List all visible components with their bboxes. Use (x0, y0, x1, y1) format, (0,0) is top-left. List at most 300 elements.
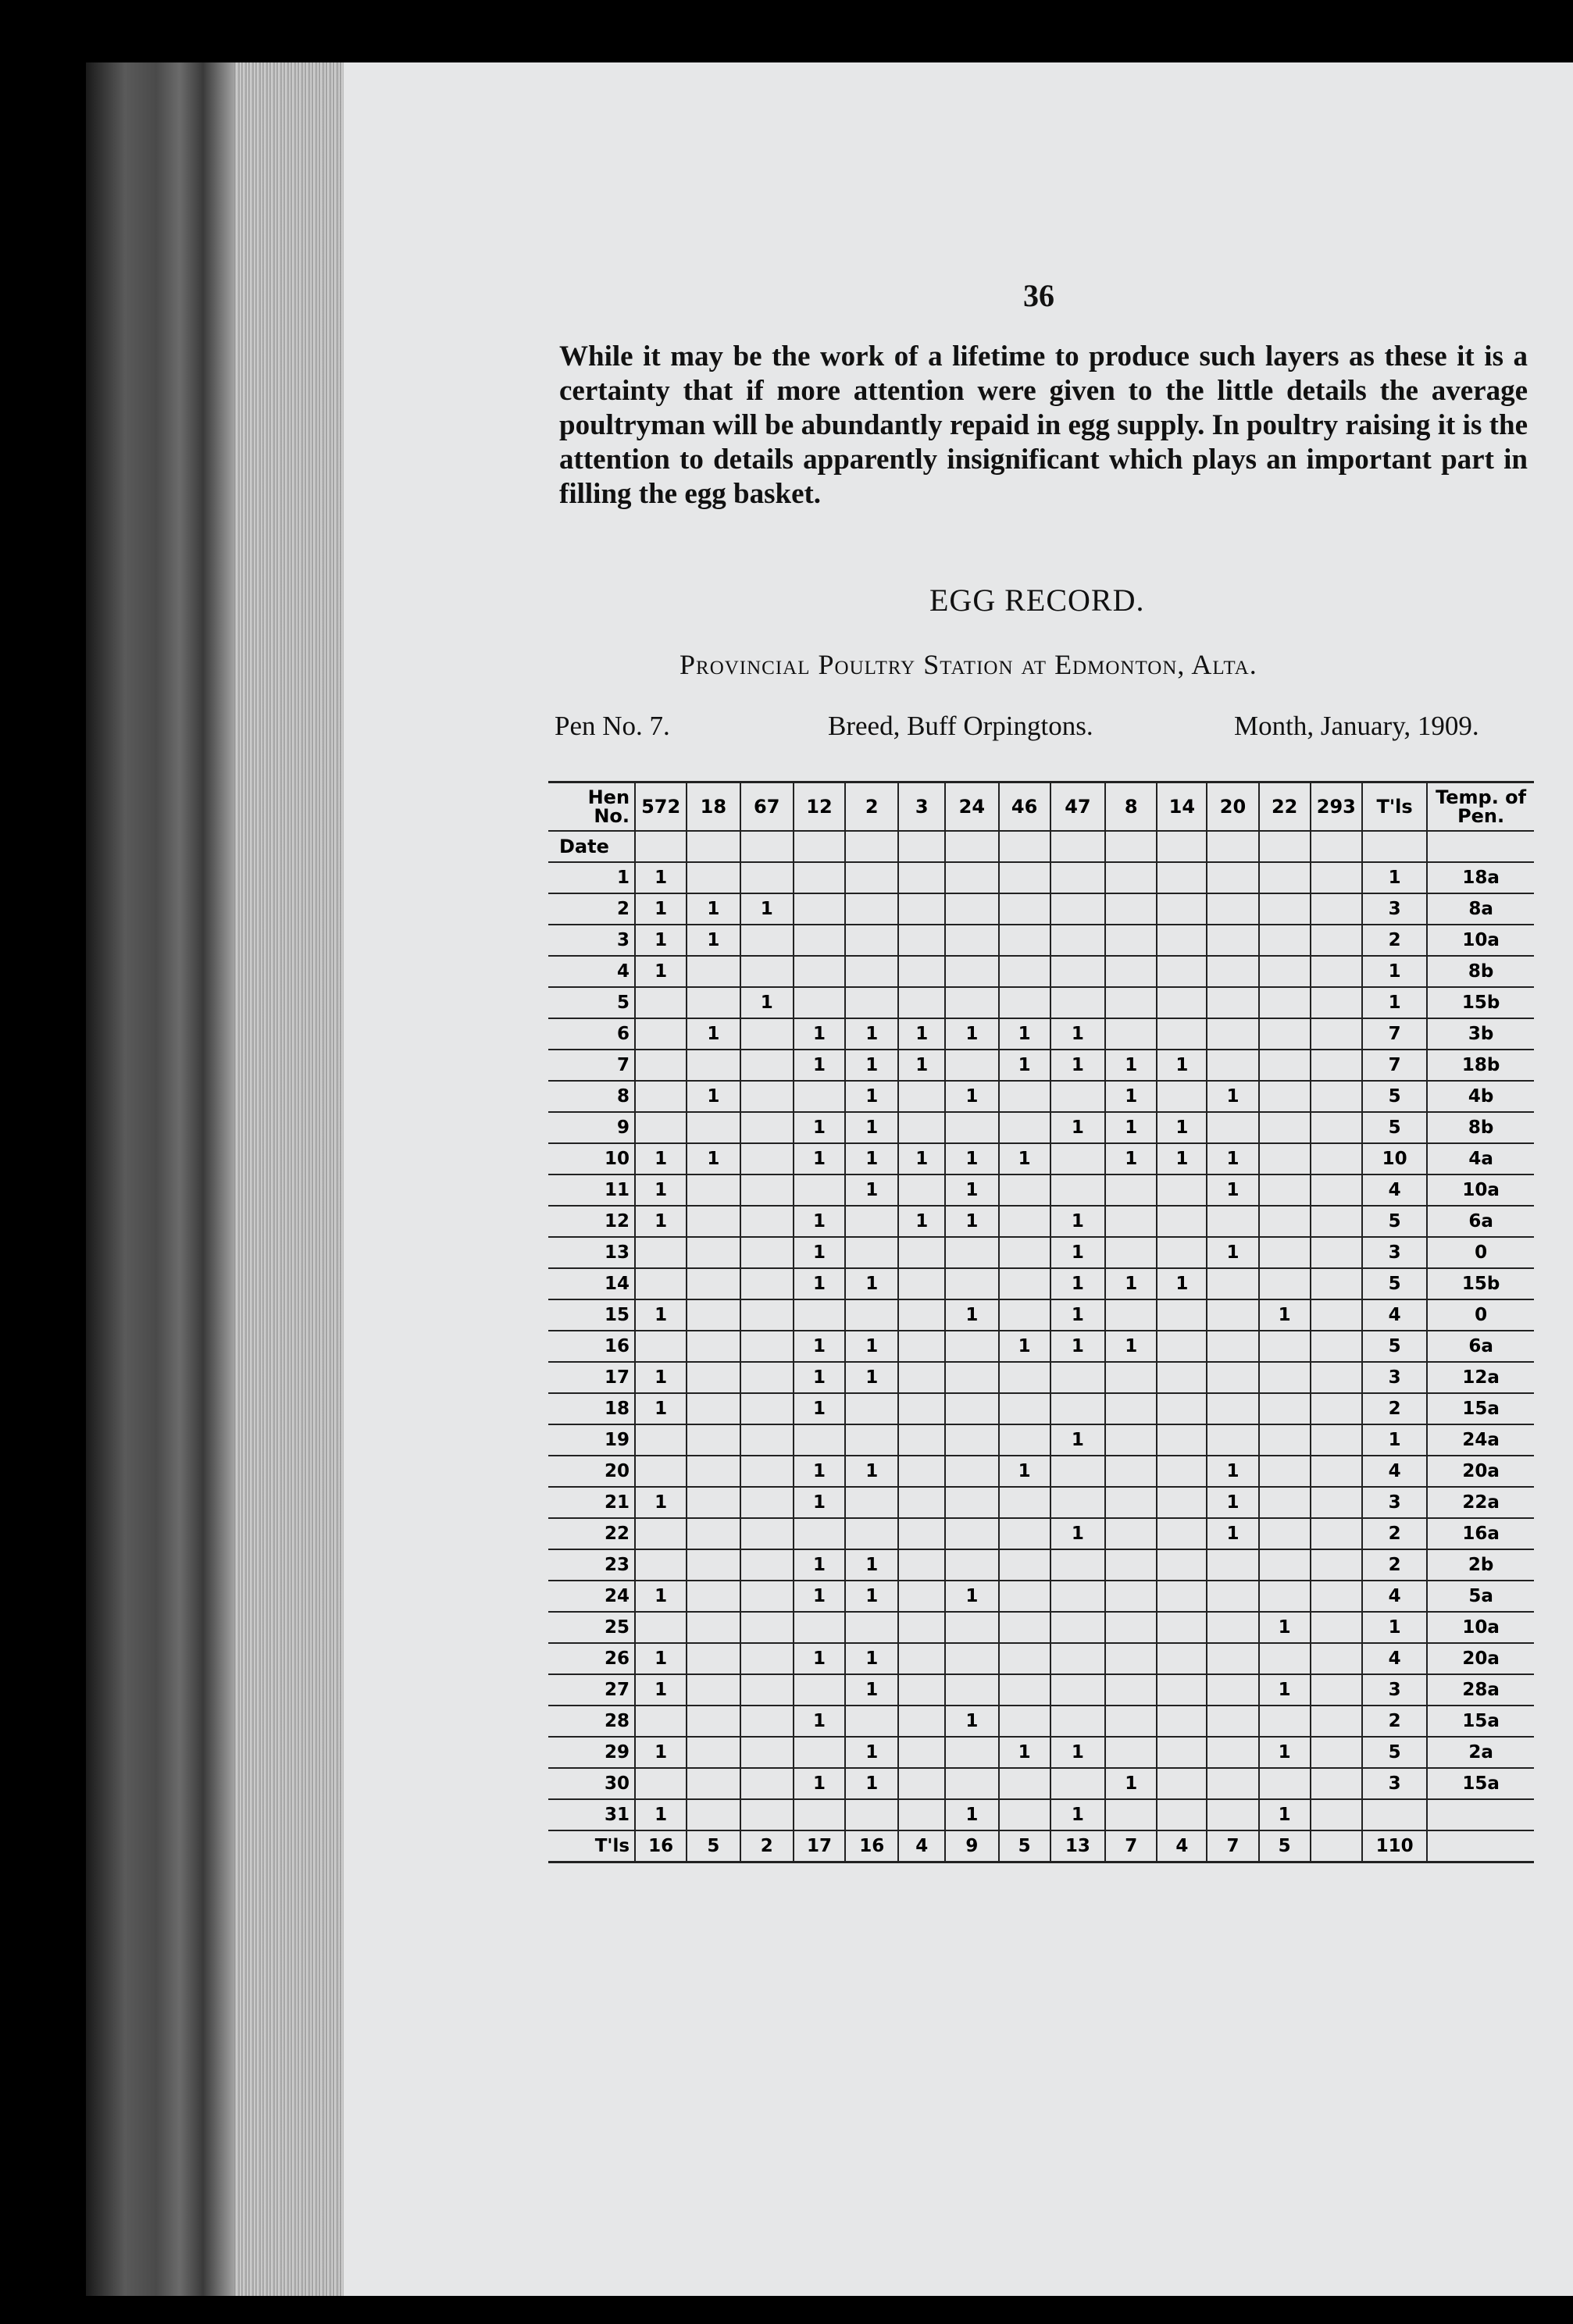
hen-col-header: 8 (1105, 782, 1157, 832)
egg-cell (687, 1424, 740, 1456)
egg-cell (1050, 1362, 1105, 1393)
egg-cell (794, 1674, 845, 1706)
egg-cell (1259, 1581, 1311, 1612)
day-total-cell: 3 (1362, 1768, 1427, 1799)
egg-cell: 1 (740, 893, 794, 925)
egg-cell: 1 (1050, 1799, 1105, 1830)
egg-cell (1207, 1206, 1258, 1237)
egg-cell (1050, 1487, 1105, 1518)
temp-cell: 8b (1427, 1112, 1534, 1143)
egg-cell (1105, 1799, 1157, 1830)
egg-cell (1207, 956, 1258, 987)
day-total-cell: 2 (1362, 1549, 1427, 1581)
hen-no-header: Hen No. (548, 782, 635, 832)
egg-cell: 1 (635, 1799, 687, 1830)
egg-cell (1157, 1331, 1207, 1362)
egg-cell (740, 1674, 794, 1706)
temp-cell: 20a (1427, 1456, 1534, 1487)
egg-cell: 1 (687, 893, 740, 925)
egg-cell (1207, 862, 1258, 893)
table-row (548, 893, 1534, 925)
egg-cell (687, 1768, 740, 1799)
egg-cell (1157, 1581, 1207, 1612)
egg-cell: 1 (1259, 1299, 1311, 1331)
egg-cell (1311, 1799, 1362, 1830)
egg-cell: 1 (1050, 1268, 1105, 1299)
egg-cell: 1 (635, 1393, 687, 1424)
egg-record-table (548, 781, 1534, 1863)
egg-cell: 1 (945, 1799, 998, 1830)
hen-col-header: 572 (635, 782, 687, 832)
table-row (548, 1362, 1534, 1393)
egg-cell (1207, 1362, 1258, 1393)
hen-total-cell: 4 (1157, 1830, 1207, 1862)
breed: Breed, Buff Orpingtons. (828, 711, 1093, 741)
egg-cell (999, 1393, 1050, 1424)
egg-cell (945, 1768, 998, 1799)
hen-total-cell: 13 (1050, 1830, 1105, 1862)
egg-cell: 1 (1157, 1143, 1207, 1174)
egg-cell (1259, 1143, 1311, 1174)
egg-cell (898, 1518, 945, 1549)
temp-cell: 12a (1427, 1362, 1534, 1393)
egg-cell (740, 862, 794, 893)
day-total-cell: 2 (1362, 1393, 1427, 1424)
egg-cell (1207, 1549, 1258, 1581)
egg-cell (1311, 1362, 1362, 1393)
egg-cell (1207, 987, 1258, 1018)
hen-total-cell: 4 (898, 1830, 945, 1862)
day-total-cell: 5 (1362, 1737, 1427, 1768)
egg-cell (898, 1799, 945, 1830)
intro-paragraph: While it may be the work of a lifetime to produce such layers as these it is a certainty that if more attention were given to the little details the average poultryman will be abundantly repaid in egg supply. In poultry raising it is the attention to details apparently insignificant which plays an important part in filling the egg basket. (559, 340, 1528, 510)
egg-cell (635, 1237, 687, 1268)
egg-cell (945, 956, 998, 987)
date-cell: 8 (548, 1081, 635, 1112)
egg-cell: 1 (794, 1206, 845, 1237)
table-row (548, 987, 1534, 1018)
day-total-cell: 5 (1362, 1331, 1427, 1362)
hen-total-cell: 7 (1207, 1830, 1258, 1862)
egg-cell: 1 (794, 1456, 845, 1487)
egg-cell: 1 (1259, 1674, 1311, 1706)
egg-cell (687, 1799, 740, 1830)
egg-cell (1105, 1393, 1157, 1424)
egg-cell (845, 1206, 898, 1237)
egg-cell (1157, 1487, 1207, 1518)
egg-cell (1311, 1706, 1362, 1737)
egg-cell (1207, 1424, 1258, 1456)
temp-cell: 22a (1427, 1487, 1534, 1518)
egg-cell (1259, 1424, 1311, 1456)
hen-total-cell: 2 (740, 1830, 794, 1862)
egg-cell (999, 862, 1050, 893)
temp-cell: 8b (1427, 956, 1534, 987)
egg-cell: 1 (898, 1018, 945, 1050)
egg-cell (999, 1706, 1050, 1737)
egg-cell (898, 1268, 945, 1299)
egg-cell (898, 1487, 945, 1518)
egg-cell (635, 1612, 687, 1643)
egg-cell (687, 1518, 740, 1549)
egg-cell (845, 1393, 898, 1424)
day-total-cell: 2 (1362, 1706, 1427, 1737)
date-cell: 22 (548, 1518, 635, 1549)
egg-cell (740, 1331, 794, 1362)
egg-cell (1259, 1487, 1311, 1518)
table-row (548, 1268, 1534, 1299)
day-total-cell: 4 (1362, 1299, 1427, 1331)
egg-cell (794, 1424, 845, 1456)
egg-cell (945, 987, 998, 1018)
egg-cell (1207, 893, 1258, 925)
egg-cell (945, 1674, 998, 1706)
hen-header-row (548, 782, 1534, 832)
egg-cell: 1 (794, 1706, 845, 1737)
egg-cell (740, 1268, 794, 1299)
egg-cell (1311, 1143, 1362, 1174)
egg-cell (999, 1362, 1050, 1393)
egg-cell: 1 (687, 925, 740, 956)
egg-cell: 1 (845, 1456, 898, 1487)
egg-cell (1207, 1612, 1258, 1643)
egg-cell (740, 1206, 794, 1237)
egg-cell: 1 (635, 1362, 687, 1393)
day-total-cell: 1 (1362, 862, 1427, 893)
egg-cell (999, 1206, 1050, 1237)
egg-cell (1105, 1581, 1157, 1612)
date-cell: 30 (548, 1768, 635, 1799)
egg-cell: 1 (1207, 1518, 1258, 1549)
egg-cell (1207, 1706, 1258, 1737)
day-total-cell: 5 (1362, 1268, 1427, 1299)
egg-cell (740, 1487, 794, 1518)
egg-cell (898, 1424, 945, 1456)
egg-cell (1259, 1268, 1311, 1299)
egg-cell: 1 (1207, 1081, 1258, 1112)
egg-cell (794, 1799, 845, 1830)
egg-cell (898, 1081, 945, 1112)
temp-cell: 0 (1427, 1237, 1534, 1268)
egg-cell (1157, 1018, 1207, 1050)
egg-cell (1105, 1674, 1157, 1706)
day-total-cell: 3 (1362, 1674, 1427, 1706)
egg-cell (687, 1237, 740, 1268)
egg-cell: 1 (635, 1674, 687, 1706)
hen-total-cell: 5 (999, 1830, 1050, 1862)
date-cell: 11 (548, 1174, 635, 1206)
hen-total-cell: 16 (635, 1830, 687, 1862)
egg-cell (1259, 1206, 1311, 1237)
egg-cell (1311, 1081, 1362, 1112)
egg-cell: 1 (1050, 1237, 1105, 1268)
egg-cell (845, 1487, 898, 1518)
egg-cell (999, 1799, 1050, 1830)
egg-cell: 1 (635, 1143, 687, 1174)
egg-cell: 1 (687, 1018, 740, 1050)
egg-cell (1259, 1549, 1311, 1581)
egg-cell (635, 1018, 687, 1050)
totals-row (548, 1830, 1534, 1862)
egg-cell: 1 (845, 1674, 898, 1706)
egg-cell (1311, 1612, 1362, 1643)
egg-cell (740, 1050, 794, 1081)
egg-cell: 1 (794, 1362, 845, 1393)
egg-cell: 1 (635, 925, 687, 956)
table-row (548, 1331, 1534, 1362)
date-cell: 12 (548, 1206, 635, 1237)
temp-cell: 2b (1427, 1549, 1534, 1581)
egg-cell (1259, 1050, 1311, 1081)
table-row (548, 1424, 1534, 1456)
date-cell: 17 (548, 1362, 635, 1393)
egg-cell: 1 (845, 1549, 898, 1581)
egg-cell (1157, 987, 1207, 1018)
egg-cell (1207, 1331, 1258, 1362)
egg-cell (1207, 1643, 1258, 1674)
egg-cell (1105, 1424, 1157, 1456)
egg-cell (1157, 1612, 1207, 1643)
egg-cell (1157, 1549, 1207, 1581)
egg-cell: 1 (945, 1081, 998, 1112)
egg-cell: 1 (794, 1050, 845, 1081)
egg-cell (794, 1737, 845, 1768)
day-total-cell: 4 (1362, 1581, 1427, 1612)
egg-cell (898, 862, 945, 893)
egg-cell (1259, 1706, 1311, 1737)
egg-cell (898, 1706, 945, 1737)
totals-label: T'ls (548, 1830, 635, 1862)
month: Month, January, 1909. (1234, 711, 1479, 741)
egg-cell: 1 (845, 1081, 898, 1112)
egg-cell: 1 (635, 893, 687, 925)
table-row (548, 1174, 1534, 1206)
egg-cell: 1 (999, 1331, 1050, 1362)
book-spine (86, 62, 242, 2296)
egg-cell (1050, 1612, 1105, 1643)
egg-cell (1259, 1643, 1311, 1674)
egg-cell: 1 (1105, 1768, 1157, 1799)
egg-cell: 1 (1157, 1268, 1207, 1299)
egg-cell (1311, 1581, 1362, 1612)
egg-cell (898, 1549, 945, 1581)
egg-cell (999, 987, 1050, 1018)
temp-cell: 15b (1427, 987, 1534, 1018)
egg-cell (740, 1768, 794, 1799)
egg-cell (1311, 1768, 1362, 1799)
egg-cell (794, 987, 845, 1018)
egg-cell (635, 1549, 687, 1581)
date-cell: 6 (548, 1018, 635, 1050)
egg-cell (1207, 1050, 1258, 1081)
hen-col-header: 14 (1157, 782, 1207, 832)
table-row (548, 1612, 1534, 1643)
day-total-cell: 3 (1362, 1237, 1427, 1268)
table-row (548, 1643, 1534, 1674)
hen-col-header: 20 (1207, 782, 1258, 832)
egg-cell (635, 1706, 687, 1737)
egg-cell (740, 1581, 794, 1612)
egg-cell (1207, 1737, 1258, 1768)
egg-cell: 1 (635, 862, 687, 893)
egg-cell: 1 (845, 1768, 898, 1799)
egg-cell (1105, 862, 1157, 893)
egg-cell (1105, 893, 1157, 925)
egg-cell: 1 (794, 1581, 845, 1612)
egg-cell (1105, 1456, 1157, 1487)
egg-cell (794, 1299, 845, 1331)
egg-cell (740, 925, 794, 956)
egg-cell: 1 (845, 1331, 898, 1362)
table-row (548, 1393, 1534, 1424)
egg-cell: 1 (1157, 1050, 1207, 1081)
egg-cell (1157, 1674, 1207, 1706)
egg-cell (1105, 956, 1157, 987)
egg-cell (687, 1206, 740, 1237)
table-row (548, 1487, 1534, 1518)
egg-cell (1207, 1268, 1258, 1299)
date-cell: 28 (548, 1706, 635, 1737)
egg-cell (687, 1331, 740, 1362)
egg-cell (740, 1299, 794, 1331)
egg-cell (1311, 1299, 1362, 1331)
egg-cell: 1 (945, 1706, 998, 1737)
table-row (548, 1206, 1534, 1237)
egg-cell (945, 862, 998, 893)
egg-cell (1311, 1737, 1362, 1768)
egg-cell: 1 (1259, 1612, 1311, 1643)
egg-cell (945, 1456, 998, 1487)
egg-cell (635, 1768, 687, 1799)
egg-cell (1311, 1268, 1362, 1299)
day-total-cell: 3 (1362, 1362, 1427, 1393)
hen-col-header: 67 (740, 782, 794, 832)
egg-cell (999, 1643, 1050, 1674)
egg-cell (1157, 925, 1207, 956)
day-total-cell: 3 (1362, 1487, 1427, 1518)
egg-cell (740, 956, 794, 987)
egg-cell (999, 1237, 1050, 1268)
egg-cell: 1 (999, 1456, 1050, 1487)
egg-cell (1311, 1549, 1362, 1581)
egg-cell: 1 (1207, 1174, 1258, 1206)
egg-cell (635, 1268, 687, 1299)
egg-cell (999, 1674, 1050, 1706)
egg-cell (1105, 1299, 1157, 1331)
temp-cell: 28a (1427, 1674, 1534, 1706)
egg-cell (1259, 1174, 1311, 1206)
egg-cell: 1 (794, 1549, 845, 1581)
record-body (548, 862, 1534, 1830)
egg-cell (1157, 1643, 1207, 1674)
egg-cell (740, 1393, 794, 1424)
temp-cell: 2a (1427, 1737, 1534, 1768)
egg-cell: 1 (794, 1018, 845, 1050)
egg-cell (945, 1393, 998, 1424)
egg-cell: 1 (845, 1143, 898, 1174)
date-cell: 31 (548, 1799, 635, 1830)
egg-cell (1157, 1299, 1207, 1331)
egg-cell: 1 (1105, 1331, 1157, 1362)
egg-cell (999, 1768, 1050, 1799)
egg-cell: 1 (635, 1174, 687, 1206)
record-title: EGG RECORD. (929, 583, 1145, 618)
table-row (548, 1050, 1534, 1081)
table-row (548, 1737, 1534, 1768)
egg-cell: 1 (845, 1018, 898, 1050)
egg-cell (898, 1393, 945, 1424)
egg-cell (1259, 987, 1311, 1018)
egg-cell (740, 1237, 794, 1268)
egg-cell (740, 1424, 794, 1456)
page-number: 36 (1023, 278, 1054, 313)
date-cell: 21 (548, 1487, 635, 1518)
egg-cell (687, 1674, 740, 1706)
egg-cell: 1 (1050, 1331, 1105, 1362)
egg-cell (898, 1112, 945, 1143)
temp-cell: 15b (1427, 1268, 1534, 1299)
egg-cell (845, 1706, 898, 1737)
egg-cell (898, 1174, 945, 1206)
egg-cell (999, 956, 1050, 987)
egg-cell (999, 1487, 1050, 1518)
egg-cell (1157, 1081, 1207, 1112)
egg-cell (687, 1643, 740, 1674)
egg-cell: 1 (945, 1206, 998, 1237)
egg-cell (845, 1612, 898, 1643)
day-total-cell: 1 (1362, 956, 1427, 987)
egg-cell (1311, 925, 1362, 956)
egg-cell: 1 (794, 1393, 845, 1424)
temp-cell (1427, 1799, 1534, 1830)
egg-cell (945, 1362, 998, 1393)
date-cell: 7 (548, 1050, 635, 1081)
egg-cell (845, 1799, 898, 1830)
egg-cell: 1 (945, 1581, 998, 1612)
table-row (548, 1143, 1534, 1174)
temp-cell: 20a (1427, 1643, 1534, 1674)
egg-cell (1105, 925, 1157, 956)
day-total-cell: 7 (1362, 1050, 1427, 1081)
egg-cell: 1 (1207, 1143, 1258, 1174)
egg-cell: 1 (1207, 1456, 1258, 1487)
day-total-cell: 3 (1362, 893, 1427, 925)
egg-cell: 1 (1105, 1050, 1157, 1081)
egg-cell (794, 1612, 845, 1643)
egg-cell: 1 (635, 1643, 687, 1674)
egg-cell (898, 1674, 945, 1706)
egg-cell (1259, 925, 1311, 956)
egg-cell: 1 (845, 1112, 898, 1143)
page-edges (234, 62, 344, 2296)
egg-cell: 1 (845, 1050, 898, 1081)
egg-cell (999, 1518, 1050, 1549)
egg-cell (1311, 987, 1362, 1018)
egg-cell (687, 1393, 740, 1424)
egg-cell (1311, 1424, 1362, 1456)
egg-cell (898, 1299, 945, 1331)
day-total-cell: 10 (1362, 1143, 1427, 1174)
egg-cell (794, 1081, 845, 1112)
egg-cell (1311, 1518, 1362, 1549)
egg-cell (1157, 1456, 1207, 1487)
egg-cell: 1 (635, 1206, 687, 1237)
date-cell: 14 (548, 1268, 635, 1299)
date-cell: 26 (548, 1643, 635, 1674)
egg-cell (1311, 1237, 1362, 1268)
egg-cell: 1 (794, 1768, 845, 1799)
egg-cell (740, 1549, 794, 1581)
